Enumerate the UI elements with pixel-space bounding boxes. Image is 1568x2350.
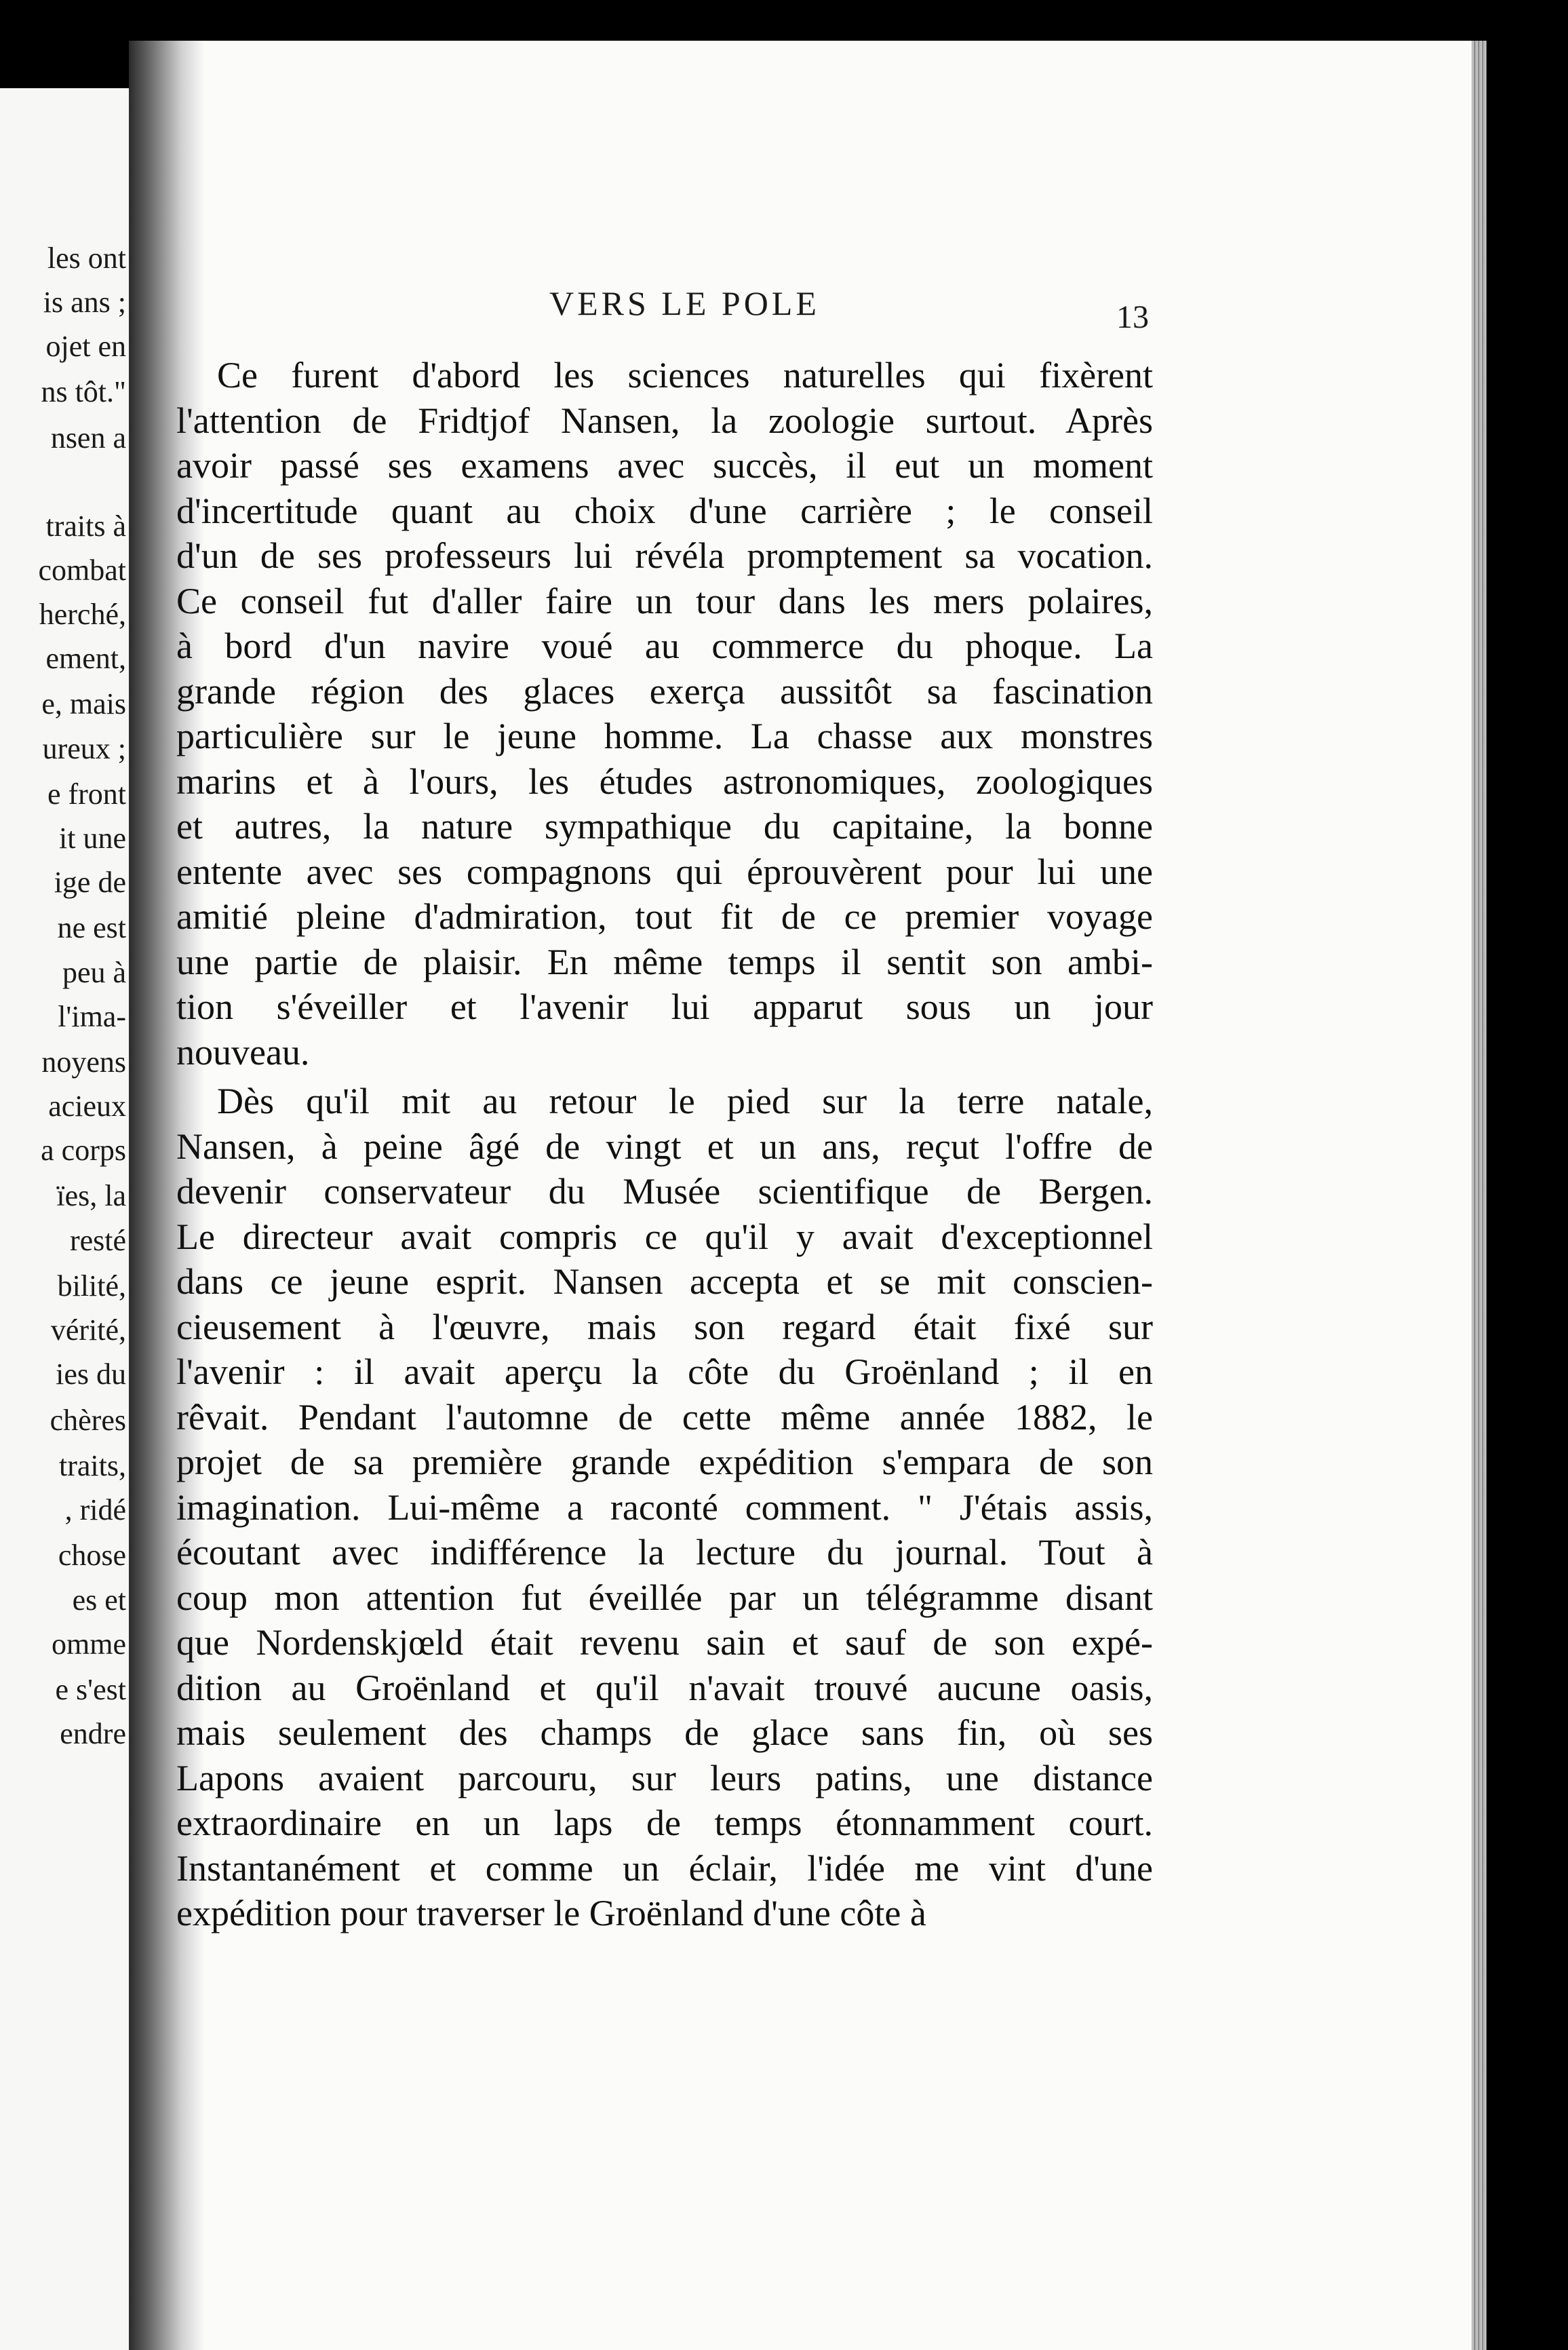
text-line: avoir passé ses examens avec succès, il eut un moment bbox=[176, 445, 1153, 486]
previous-page-text-fragment: vérité, bbox=[50, 1313, 126, 1347]
previous-page-text-fragment: e s'est bbox=[55, 1673, 126, 1706]
paragraph-1 bbox=[176, 353, 1153, 1075]
text-line: marins et à l'ours, les études astronomiques, zoologiques bbox=[176, 760, 1153, 802]
previous-page-text-fragment: ïes, la bbox=[56, 1179, 126, 1212]
running-head: VERS LE POLE bbox=[549, 284, 820, 322]
text-line: que Nordenskjœld était revenu sain et sauf de son expé- bbox=[176, 1622, 1153, 1663]
text-line: à bord d'un navire voué au commerce du phoque. La bbox=[176, 625, 1153, 666]
previous-page-text-fragment: , ridé bbox=[64, 1493, 126, 1526]
text-line: tion s'éveiller et l'avenir lui apparut sous un jour bbox=[176, 986, 1153, 1027]
previous-page-text-fragment: endre bbox=[60, 1717, 126, 1750]
body-text bbox=[176, 353, 1153, 1936]
previous-page-edge bbox=[0, 88, 136, 2350]
previous-page-text-fragment: noyens bbox=[41, 1045, 126, 1079]
text-line: rêvait. Pendant l'automne de cette même année 1882, le bbox=[176, 1396, 1153, 1438]
text-line: dans ce jeune esprit. Nansen accepta et se mit conscien- bbox=[176, 1261, 1153, 1302]
text-line: entente avec ses compagnons qui éprouvèrent pour lui une bbox=[176, 851, 1153, 892]
previous-page-text-fragment: ement, bbox=[45, 642, 126, 675]
previous-page-text-fragment: herché, bbox=[39, 598, 126, 631]
text-line: grande région des glaces exerça aussitôt sa fascination bbox=[176, 670, 1153, 712]
previous-page-text-fragment: ns tôt." bbox=[41, 375, 126, 408]
text-line: l'attention de Fridtjof Nansen, la zoologie surtout. Après bbox=[176, 400, 1153, 441]
text-line: l'avenir : il avait aperçu la côte du Groënland ; il en bbox=[176, 1351, 1153, 1392]
previous-page-text-fragment: ureux ; bbox=[42, 732, 126, 765]
previous-page-text-fragment: ies du bbox=[56, 1357, 126, 1391]
previous-page-text-fragment: resté bbox=[69, 1224, 126, 1257]
text-line: mais seulement des champs de glace sans fin, où ses bbox=[176, 1712, 1153, 1753]
text-line: devenir conservateur du Musée scientifique de Bergen. bbox=[176, 1171, 1153, 1212]
previous-page-text-fragment: is ans ; bbox=[43, 286, 126, 319]
previous-page-text-fragment: it une bbox=[59, 822, 126, 855]
previous-page-text-fragment: es et bbox=[72, 1583, 126, 1617]
text-line: Dès qu'il mit au retour le pied sur la terre natale, bbox=[217, 1081, 1153, 1121]
text-line: Lapons avaient parcouru, sur leurs patins, une distance bbox=[176, 1757, 1153, 1798]
text-line: projet de sa première grande expédition s'empara de son bbox=[176, 1442, 1153, 1482]
previous-page-text-fragment: a corps bbox=[41, 1134, 126, 1167]
text-line: Instantanément et comme un éclair, l'idée me vint d'une bbox=[176, 1847, 1153, 1889]
page-number: 13 bbox=[1116, 299, 1149, 335]
previous-page-text-fragment: peu à bbox=[62, 956, 126, 989]
previous-page-text-fragment: ige de bbox=[54, 866, 126, 899]
previous-page-text-fragment: combat bbox=[38, 554, 126, 587]
text-line: Nansen, à peine âgé de vingt et un ans, reçut l'offre de bbox=[176, 1125, 1153, 1167]
text-line: coup mon attention fut éveillée par un télégramme disant bbox=[176, 1577, 1153, 1618]
text-line: particulière sur le jeune homme. La chasse aux monstres bbox=[176, 716, 1153, 756]
paragraph-2 bbox=[176, 1079, 1153, 1936]
text-line: et autres, la nature sympathique du capitaine, la bonne bbox=[176, 806, 1153, 847]
text-line: Le directeur avait compris ce qu'il y avait d'exceptionnel bbox=[176, 1216, 1153, 1257]
text-line: Ce furent d'abord les sciences naturelles qui fixèrent bbox=[217, 355, 1153, 396]
previous-page-text-fragment: traits à bbox=[45, 509, 126, 543]
text-line: cieusement à l'œuvre, mais son regard était fixé sur bbox=[176, 1306, 1153, 1347]
text-line: nouveau. bbox=[176, 1031, 310, 1073]
page-edges bbox=[1472, 41, 1487, 2350]
text-line: amitié pleine d'admiration, tout fit de ce premier voyage bbox=[176, 896, 1153, 937]
previous-page-text-fragment: omme bbox=[52, 1627, 126, 1661]
text-line: écoutant avec indifférence la lecture du journal. Tout à bbox=[176, 1532, 1153, 1573]
previous-page-text-fragment: l'ima- bbox=[58, 1000, 126, 1033]
text-line: d'incertitude quant au choix d'une carrière ; le conseil bbox=[176, 490, 1153, 531]
text-line: extraordinaire en un laps de temps étonnamment court. bbox=[176, 1803, 1153, 1843]
previous-page-text-fragment: acieux bbox=[48, 1090, 126, 1123]
previous-page-text-fragment: ojet en bbox=[45, 330, 126, 363]
text-line: une partie de plaisir. En même temps il sentit son ambi- bbox=[176, 941, 1153, 982]
previous-page-text-fragment: les ont bbox=[47, 242, 126, 275]
previous-page-text-fragment: ne est bbox=[57, 911, 126, 944]
text-line: dition au Groënland et qu'il n'avait trouvé aucune oasis, bbox=[176, 1667, 1153, 1708]
text-line: d'un de ses professeurs lui révéla promptement sa vocation. bbox=[176, 535, 1153, 576]
text-line: Ce conseil fut d'aller faire un tour dans les mers polaires, bbox=[176, 580, 1153, 621]
text-line: expédition pour traverser le Groënland d'une côte à bbox=[176, 1893, 926, 1933]
text-line: imagination. Lui-même a raconté comment. " J'étais assis, bbox=[176, 1486, 1153, 1528]
previous-page-text-fragment: traits, bbox=[59, 1449, 126, 1482]
previous-page-text-fragment: e, mais bbox=[41, 687, 126, 720]
previous-page-text-fragment: chose bbox=[58, 1539, 126, 1572]
previous-page-text-fragment: e front bbox=[47, 777, 126, 811]
previous-page-text-fragment: nsen a bbox=[50, 421, 126, 455]
previous-page-text-fragment: chères bbox=[50, 1404, 126, 1437]
previous-page-text-fragment: bilité, bbox=[57, 1269, 126, 1303]
